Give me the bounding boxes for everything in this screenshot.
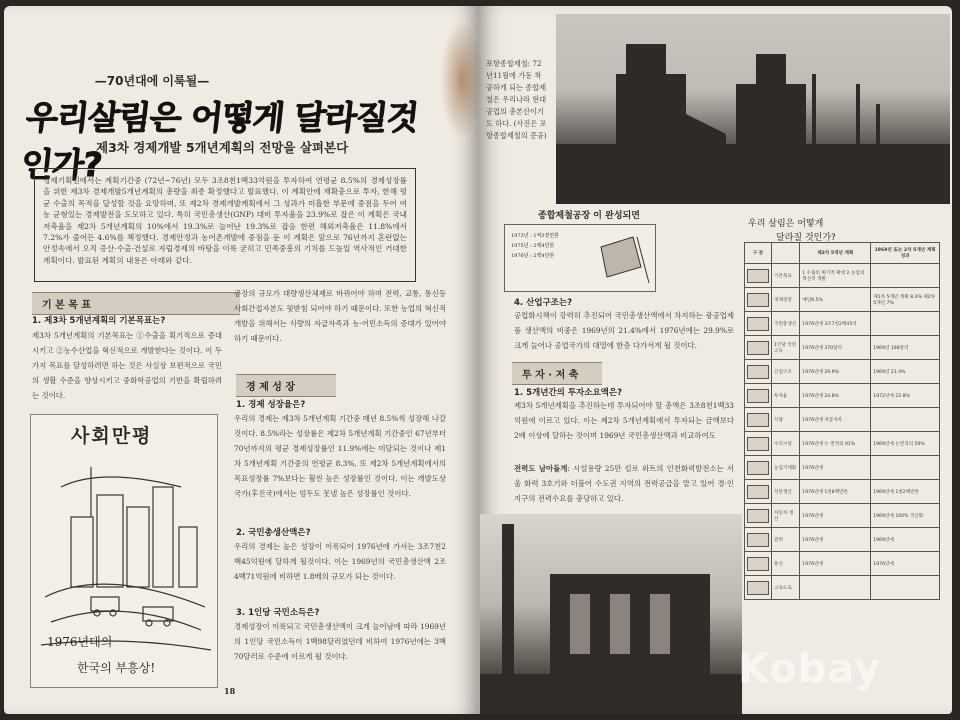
row-label: 통신 (772, 552, 800, 576)
headline: 우리살림은 어떻게 달라질것인가? (19, 98, 420, 184)
row-past: 1969년 198달러 (871, 336, 940, 360)
row-past: 1969년에 1천2백만톤 (871, 480, 940, 504)
table-row (745, 360, 940, 384)
paragraph-5: 공업화시책이 강력히 추진되어 국민총생산액에서 차지하는 광공업제품 생산액의 비중은 1969년의 21.4%에서 1976년에는 29.9%로 크게 늘어나 공업국가의 대열에 한층 다가서게 될 것이다. (514, 311, 734, 350)
question-6: 1. 5개년간의 투자소요액은? (514, 388, 623, 398)
question-1: 1. 제3차 5개년계획의 기본목표는? (32, 316, 166, 326)
row-past: 1969년에 100% 국산화 (871, 504, 940, 528)
row-past (871, 408, 940, 432)
row-past: 1976년에 (871, 552, 940, 576)
row-plan (800, 576, 871, 600)
paragraph-col2-0: 공장의 규모가 대량생산체제로 바뀌어야 하며 전력, 교통, 통신등 사회간접자본도 뒷받침 되어야 하기 때문이다. 또한 농업의 혁신적 개발을 위해서는 식량의 자급자족과 농·어민소득의 증대가 있어야 하기 때문이다. (234, 289, 446, 343)
steel-plant-drawing (556, 14, 950, 204)
table-row (745, 432, 940, 456)
steel-plant-photo (556, 14, 950, 204)
table-header-row (745, 243, 940, 264)
row-past (871, 264, 940, 288)
cartoon-drawing (31, 447, 217, 657)
row-past: 1969년에 (871, 528, 940, 552)
inset-item: 1976년 : 2백4만톤 (511, 253, 555, 259)
income-icon (747, 341, 769, 355)
table-title-1: 우리 살림은 어떻게 (748, 219, 824, 229)
row-label: 식량 (772, 408, 800, 432)
table-row (745, 384, 940, 408)
row-past: 1969년에 논면적의 50% (871, 432, 940, 456)
paragraph-6: 제3차 5개년계획을 추진하는데 투자되어야 할 총액은 3조8천1백33억원에 이르고 있다. 이는 제2차 5개년계획에서 투자되는 금액보다 2배 이상에 달하는 것이며 1969년 국민총생산액과 비교하여도 (514, 401, 734, 440)
question-3: 2. 국민총생산액은? (236, 528, 311, 538)
row-plan: 1976년에 (800, 504, 871, 528)
photo-caption: 포항종합제철: 72년11월에 가동 착공하게 되는 종합제철은 우리나라 현대공업의 총본산이기도 하다. (사진은 포항종합제철의 준공) (486, 59, 547, 140)
row-plan: 1 수출의 획기적 확대 2 농업의 혁신적 개발 (800, 264, 871, 288)
coal-icon (747, 485, 769, 499)
investment-chart-icon (747, 389, 769, 403)
power-tower-icon (747, 533, 769, 547)
paragraph-7-head: 전력도 남아돌게 (514, 464, 568, 473)
row-label: 국민총생산 (772, 312, 800, 336)
left-page (4, 6, 478, 714)
table-row (745, 336, 940, 360)
table-row (745, 528, 940, 552)
table-title-2: 달라질 것인가? (776, 233, 836, 243)
table-header: 제3차 5개년 계획 (800, 243, 871, 264)
row-plan: 1976년에 3조7천2백45억 (800, 312, 871, 336)
question-2: 1. 경제 성장율은? (236, 400, 306, 410)
row-label: 경제성장 (772, 288, 800, 312)
inset-item: 1973년 : 1억3천만톤 (511, 233, 560, 239)
cartoon-caption-1: 1976년대의 (47, 635, 113, 649)
row-label: 투자율 (772, 384, 800, 408)
watermark: Kobay (738, 646, 882, 692)
row-plan: 1976년에 370달러 (800, 336, 871, 360)
table-header: 1969년 또는 2차 5개년 계획성과 (871, 243, 940, 264)
car-icon (747, 509, 769, 523)
row-past (871, 456, 940, 480)
paragraph-3: 우리의 경제는 높은 성장이 이룩되어 1976년에 가서는 3조7천2백45억원에 달하게 될것이다. 이는 1969년의 국민총생산액 2조 4백71억원에 비하면 1.8배의 규모가 되는 것이다. (234, 542, 446, 581)
paragraph-1: 제3차 5개년계획의 기본목표는 ①수출을 획기적으로 증대시키고 ②농수산업을 혁신적으로 개발한다는 것이다. 이 두가지 목표를 달성하려면 하는 것은 사실상 보편적으로 국민의 생활 수준을 향상시키고 중화학공업의 기반을 확립하려는 것이다. (32, 331, 222, 400)
paragraph-7-body: : 시설용량 25만 킬로 와트의 인천화력발전소는 서울 화력 3호기와 더불어 수도권 지역의 전력공급을 맡고 있어 경·인지구의 전력수요를 충당하고 있다. (514, 464, 734, 503)
tractor-icon (747, 461, 769, 475)
section-economic-growth: 경 제 성 장 (236, 374, 336, 397)
row-plan: 1976년에 (800, 456, 871, 480)
inset-item: 1975년 : 2백4만톤 (511, 243, 555, 249)
row-past (871, 576, 940, 600)
row-past: 제1차 5개년 계획 8.3% 제2차 5개년 7% (871, 288, 940, 312)
comparison-table (744, 242, 940, 600)
row-plan: 1976년에 29.9% (800, 360, 871, 384)
row-plan: 1976년에 (800, 528, 871, 552)
irrigation-icon (747, 437, 769, 451)
power-plant-drawing (480, 514, 742, 714)
row-plan: 1976년에 (800, 552, 871, 576)
table-row (745, 456, 940, 480)
paper-stain (440, 20, 484, 140)
table-row (745, 312, 940, 336)
inset-title: 종합제철공장 이 완성되면 (538, 211, 640, 221)
row-label: 자동차 생산 (772, 504, 800, 528)
table-row (745, 480, 940, 504)
money-bag-icon (747, 317, 769, 331)
row-past: 1969년 21.4% (871, 360, 940, 384)
question-5: 4. 산업구조는? (514, 298, 573, 308)
table-row (745, 504, 940, 528)
row-label: 1인당 국민소득 (772, 336, 800, 360)
power-plant-photo (480, 514, 742, 714)
right-page (478, 6, 952, 714)
growth-chart-icon (747, 293, 769, 307)
row-plan: 매년8.5% (800, 288, 871, 312)
kicker: —70년대에 이룩될— (94, 74, 210, 88)
row-plan: 1976년에 자급자족 (800, 408, 871, 432)
industry-icon (747, 269, 769, 283)
intro-box: 경제기획원에서는 계획기간중 (72년~76년) 모두 3조8천1백33억원을 투자하여 연평균 8.5%의 경제성장률을 위한 제3차 경제개발5개년계획의 총량을 최종 확정했다고 발표했다. 이 계획안에 재확충으로 투자, 한해 평균 수출의 목적을 달성할 것을 요망하며, 또 제2차 경제개발계획에서 그 성과가 미흡한 부문에 중점을 두어 여농 균형있는 경제발전을 도모하고 있다. 특히 국민총생산(GNP) 대비 투자율을 23.9%로 잡은 이 계획은 국내저축율을 제2차 5개년계획의 10%에서 19.3%로 늘어난 19.3%로 잡음 한편 해외저축율은 11.8%에서 7.2%가 줄어든 4.6%를 책정했다. 경제안정과 농어촌개발에 중점을 둔 이 계획은 앞으로 76년까지 혼란없는 안정속에서 오직 증산·수출·건설로 자립경제의 바탕을 이룩 굳히고 민족중흥의 기치를 드높일 역사적인 거대한 계획이다. 발표된 계획의 내용은 아래와 같다. (34, 168, 416, 282)
row-past (871, 312, 940, 336)
table-header: 구 분 (745, 243, 772, 264)
ladle-icon (593, 227, 653, 287)
row-plan: 1976년에 1천8백만톤 (800, 480, 871, 504)
factory-icon (747, 365, 769, 379)
section-investment: 투 자 · 저 축 (512, 362, 602, 385)
row-label: 수리시설 (772, 432, 800, 456)
table-row (745, 552, 940, 576)
table-header (772, 243, 800, 264)
table-row (745, 264, 940, 288)
question-4: 3. 1인당 국민소득은? (236, 608, 320, 618)
row-label: 기본목표 (772, 264, 800, 288)
rice-field-icon (747, 413, 769, 427)
row-plan: 1976년에 24.8% (800, 384, 871, 408)
highway-icon (747, 581, 769, 595)
row-past: 1972년에 22.8% (871, 384, 940, 408)
table-row (745, 288, 940, 312)
page-number: 18 (224, 686, 236, 696)
subhead: 제3차 경제개발 5개년계획의 전망을 살펴본다 (96, 140, 349, 155)
row-label: 산업구조 (772, 360, 800, 384)
cartoon-title: 사회만평 (71, 425, 153, 447)
row-label: 고속도로 (772, 576, 800, 600)
table-row (745, 408, 940, 432)
cartoon (30, 414, 218, 688)
row-plan: 1976년에 논 면적의 91% (800, 432, 871, 456)
paragraph-2: 우리의 경제는 제3차 5개년계획 기간중 매년 8.5%씩 성장해 나갈것이다. 8.5%라는 성장률은 제2차 5개년계획 기간중인 67년부터 70년까지의 평균 경제성장률인 11.9%에는 미달되는 것이나 제1차 5개년계획 기간중의 연평균 8.3%, 또 제2차 5개년계획에서의 목표성장률 7%보다는 훨씬 높은 성장률인 것이다. 이는 개발도상국가(후진국)에서는 엄두도 못낼 높은 성장률인 것이다. (234, 414, 446, 498)
inset-box (504, 224, 656, 292)
row-label: 전력 (772, 528, 800, 552)
paragraph-7 (514, 461, 734, 506)
row-label: 석탄생산 (772, 480, 800, 504)
section-basic-goals: 기 본 목 표 (32, 292, 240, 315)
row-label: 농업기계화 (772, 456, 800, 480)
paragraph-4: 경제성장이 이룩되고 국민총생산액이 크게 늘어남에 따라 1969년의 1인당 국민소득이 1백98달러였던데 비하여 1976년에는 3백70달러로 수준에 이르게 될 것이다. (234, 622, 446, 661)
cartoon-caption-2: 한국의 부흥상! (77, 661, 156, 675)
table-row (745, 576, 940, 600)
telephone-icon (747, 557, 769, 571)
